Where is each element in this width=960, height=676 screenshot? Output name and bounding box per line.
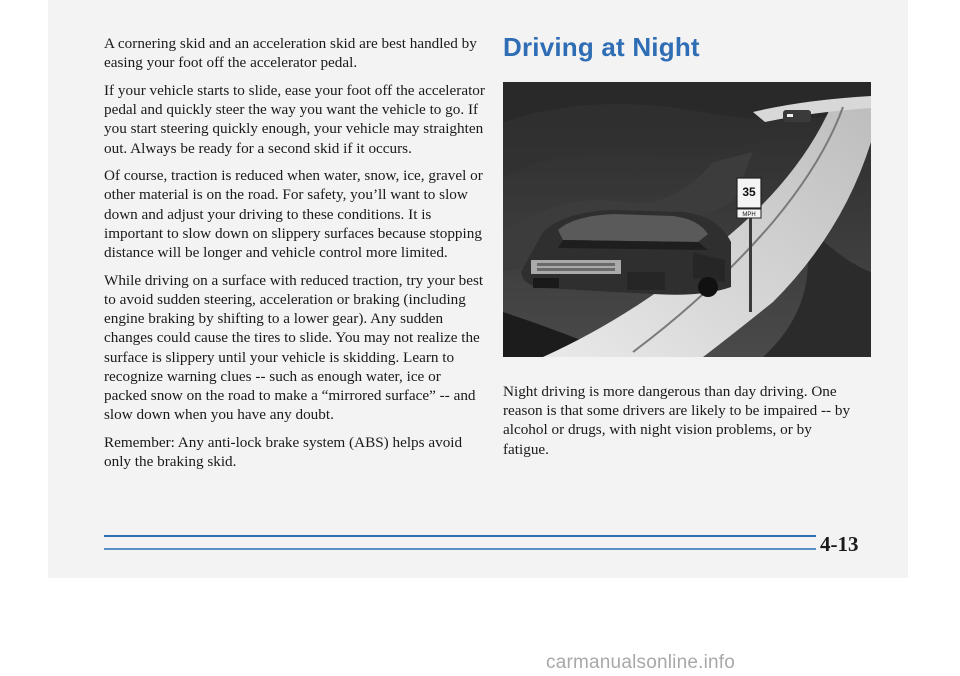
night-driving-text: Night driving is more dangerous than day driving. One reason is that some drivers are likely to be impaired -- by alcohol or drugs, with night vision problems, or by fatigue.	[503, 383, 851, 458]
watermark-link[interactable]: carmanualsonline.info	[546, 652, 736, 673]
paragraph-abs: Remember: Any anti-lock brake system (ABS) helps avoid only the braking skid.	[104, 433, 463, 471]
night-driving-image	[503, 82, 871, 357]
paragraph-vehicle-slide: If your vehicle starts to slide, ease your foot off the accelerator pedal and quickly steer the way you want the vehicle to go. If you start steering quickly enough, your vehicle may straighten out. Always be ready for a second skid if it occurs.	[104, 81, 485, 157]
speed-sign-number: 35	[742, 185, 756, 199]
night-driving-illustration	[503, 82, 871, 357]
left-column	[104, 34, 486, 480]
paragraph-cornering-skid: A cornering skid and an acceleration skid are best handled by easing your foot off the accelerator pedal.	[104, 35, 477, 72]
paragraph-reduced-traction: While driving on a surface with reduced traction, try your best to avoid sudden steering, acceleration or braking (including engine braking by shifting to a lower gear). Any sudden changes could cause the tires to slide. You may not realize the surface is slippery until your vehicle is skidding. Learn to recognize warning clues -- such as enough water, ice or packed snow on the road to make a “mirrored surface” -- and slow down when you have any doubt.	[104, 271, 484, 424]
speed-sign-plate: MPH	[742, 212, 756, 218]
paragraph-traction: Of course, traction is reduced when water, snow, ice, gravel or other material is on the road. For safety, you’ll want to slow down and adjust your driving to these conditions. It is important to slow down on slippery surfaces because stopping distance will be longer and vehicle control more limited.	[104, 167, 483, 262]
page-number: 4-13	[820, 532, 859, 556]
footer-rule-bottom	[104, 548, 816, 550]
section-heading: Driving at Night	[503, 32, 700, 62]
footer-rule-top	[104, 535, 816, 537]
